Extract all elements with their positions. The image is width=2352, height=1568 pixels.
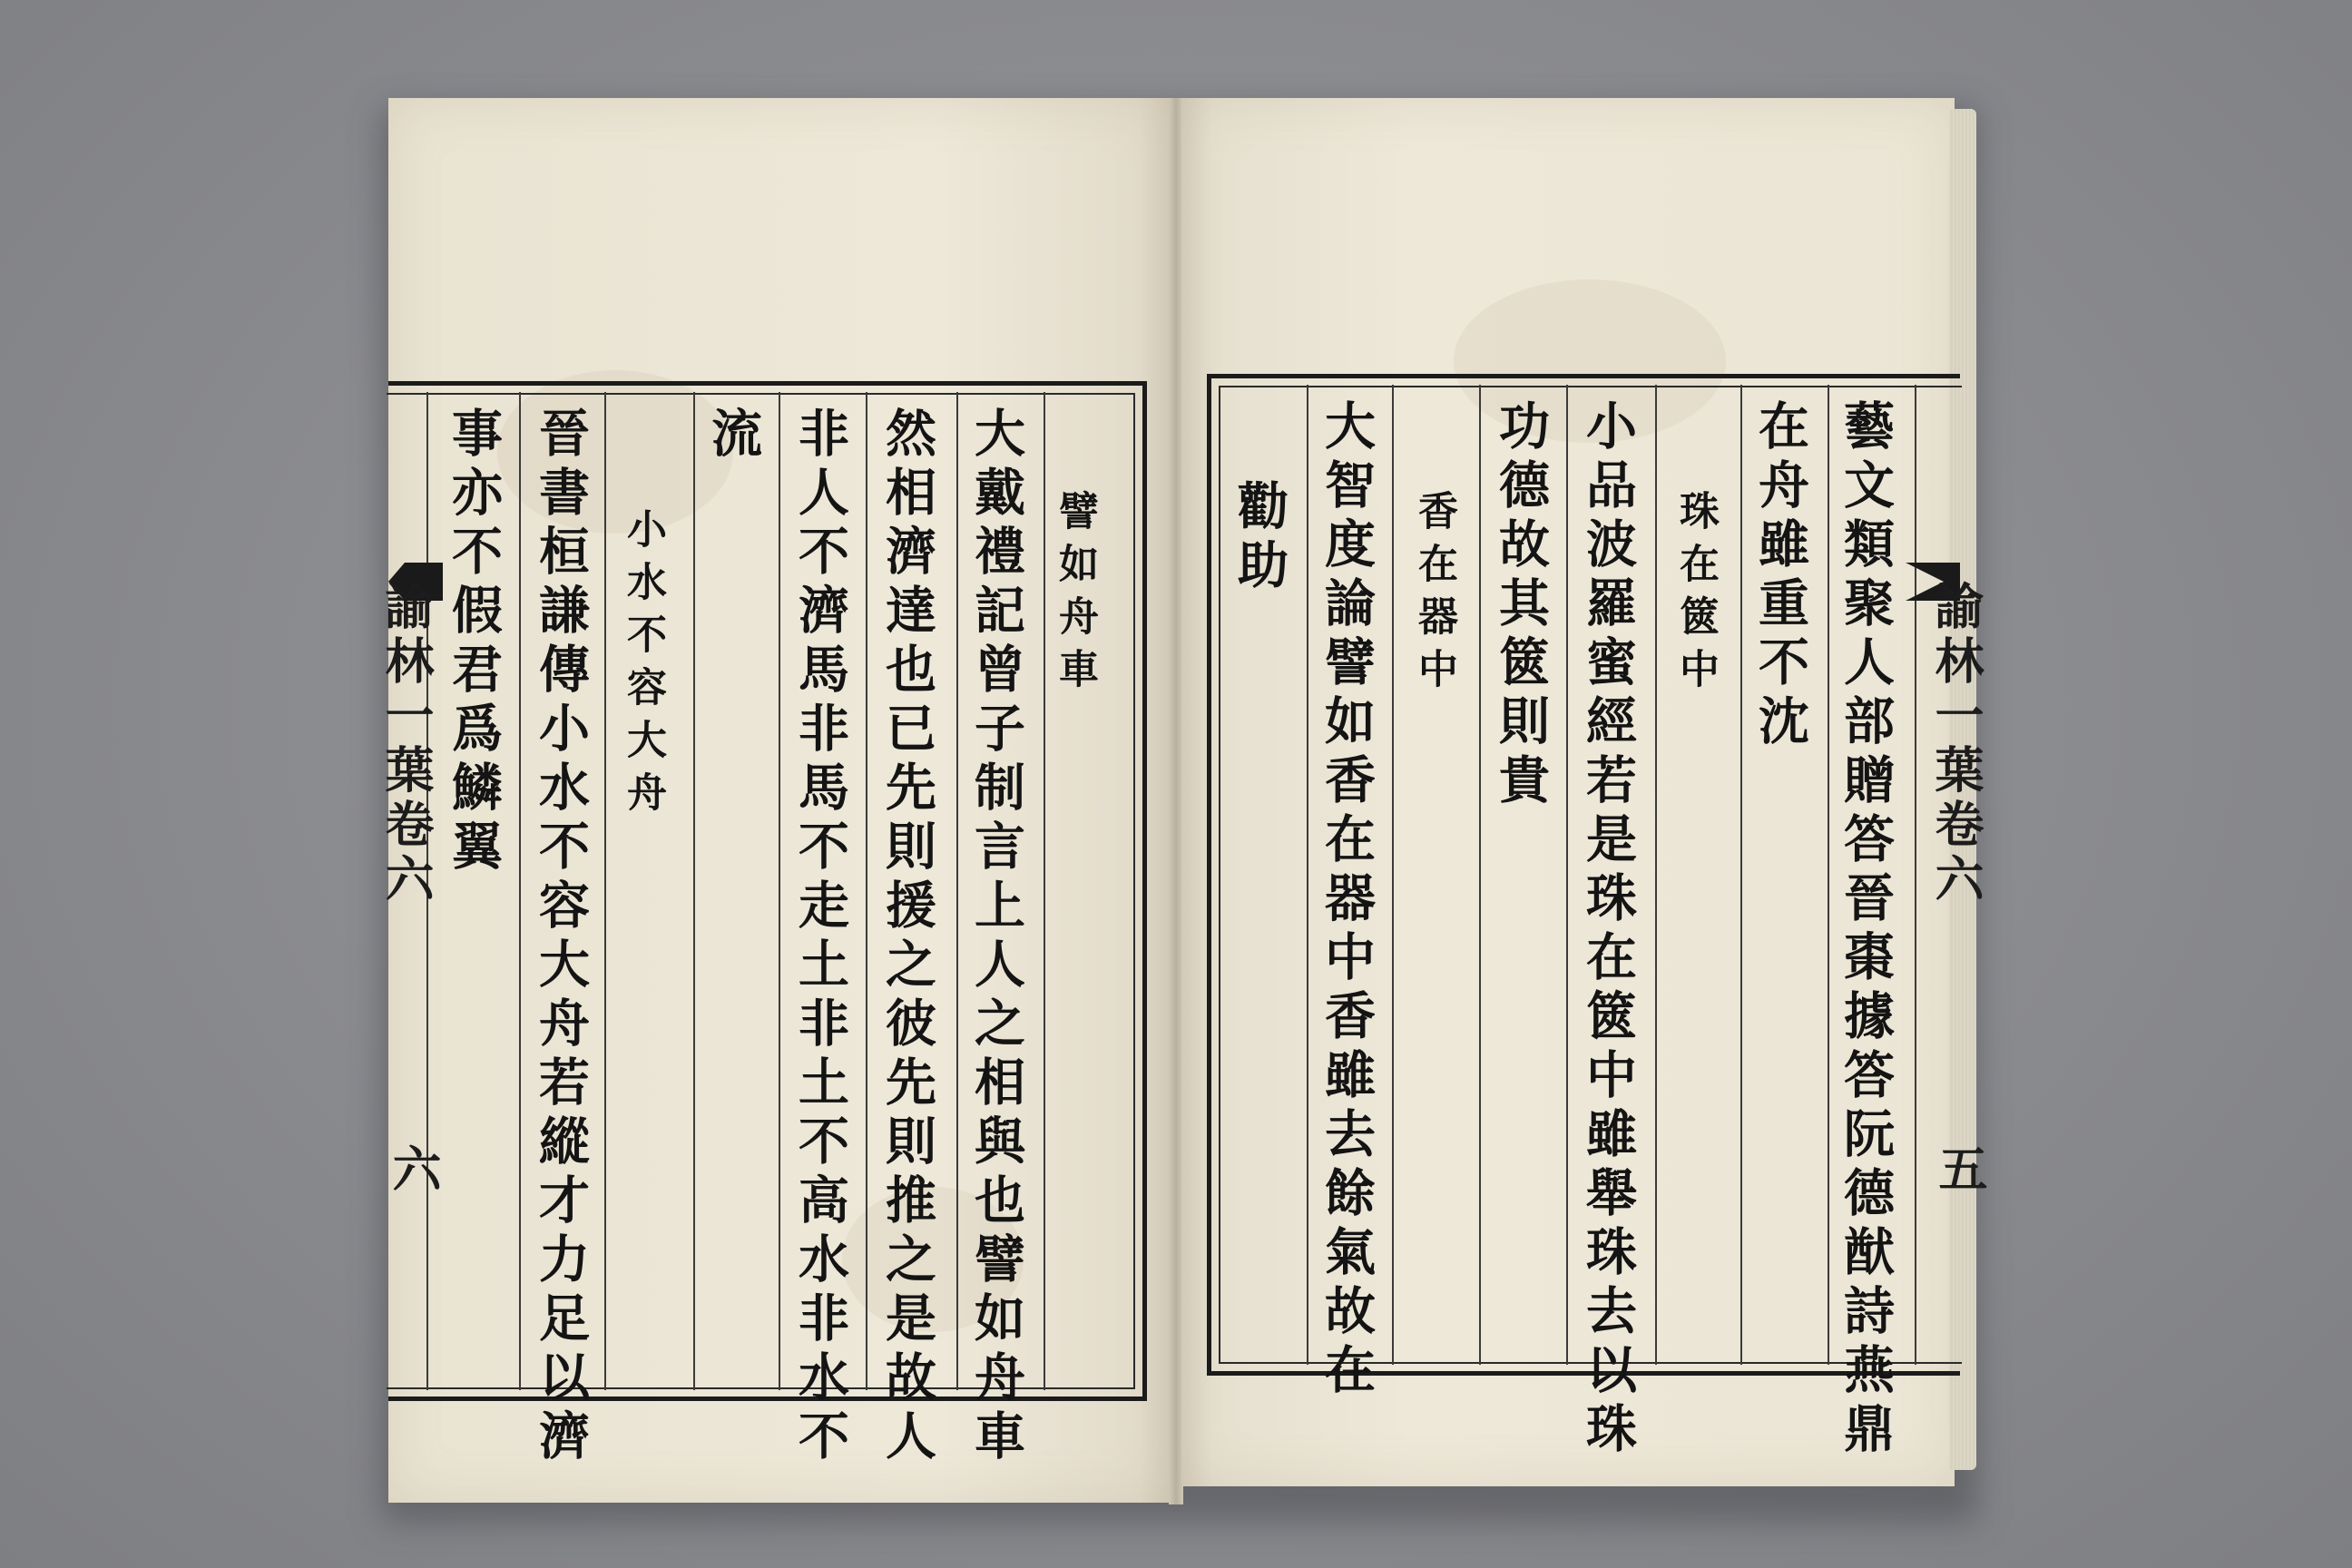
text-column: 在舟雖重不沈 <box>1750 399 1810 753</box>
column-rule <box>1392 385 1394 1365</box>
left-center-title: 諭林一葉卷六 <box>377 581 436 907</box>
left-page-number: 六 <box>385 1143 443 1192</box>
column-rule <box>779 392 780 1390</box>
column-rule <box>956 392 958 1390</box>
text-column: 流 <box>703 407 763 466</box>
column-rule <box>1566 385 1568 1365</box>
column-rule <box>866 392 867 1390</box>
heading-column: 珠在篋中 <box>1672 490 1719 701</box>
column-rule <box>1307 385 1308 1365</box>
column-rule <box>1828 385 1829 1365</box>
text-column: 晉書桓謙傳小水不容大舟若縱才力足以濟 <box>531 407 591 1468</box>
text-column: 藝文類聚人部贈答晉棗據答阮德猷詩燕鼎 <box>1836 399 1896 1461</box>
text-column: 事亦不假君爲鱗翼 <box>444 407 504 878</box>
text-column: 功德故其篋則貴 <box>1491 399 1551 812</box>
column-rule <box>1915 385 1916 1365</box>
column-rule <box>1655 385 1657 1365</box>
right-page-number: 五 <box>1931 1143 1989 1192</box>
column-rule <box>604 392 606 1390</box>
text-column: 然相濟達也已先則援之彼先則推之是故人 <box>877 407 937 1468</box>
column-rule <box>1479 385 1481 1365</box>
text-column: 大智度論譬如香在器中香雖去餘氣故在 <box>1317 399 1377 1402</box>
heading-column: 譬如舟車 <box>1052 490 1098 701</box>
right-center-title: 諭林一葉卷六 <box>1927 581 1985 907</box>
heading-column: 小水不容大舟 <box>620 508 666 824</box>
column-rule <box>1740 385 1742 1365</box>
column-rule <box>1044 392 1045 1390</box>
text-column: 小品波羅蜜經若是珠在篋中雖舉珠去以珠 <box>1578 399 1638 1461</box>
column-rule <box>693 392 695 1390</box>
text-column: 大戴禮記曾子制言上人之相與也譬如舟車 <box>966 407 1026 1468</box>
column-rule <box>519 392 521 1390</box>
text-column: 勸助 <box>1230 479 1289 597</box>
text-column: 非人不濟馬非馬不走土非土不高水非水不 <box>790 407 850 1468</box>
heading-column: 香在器中 <box>1411 490 1457 701</box>
